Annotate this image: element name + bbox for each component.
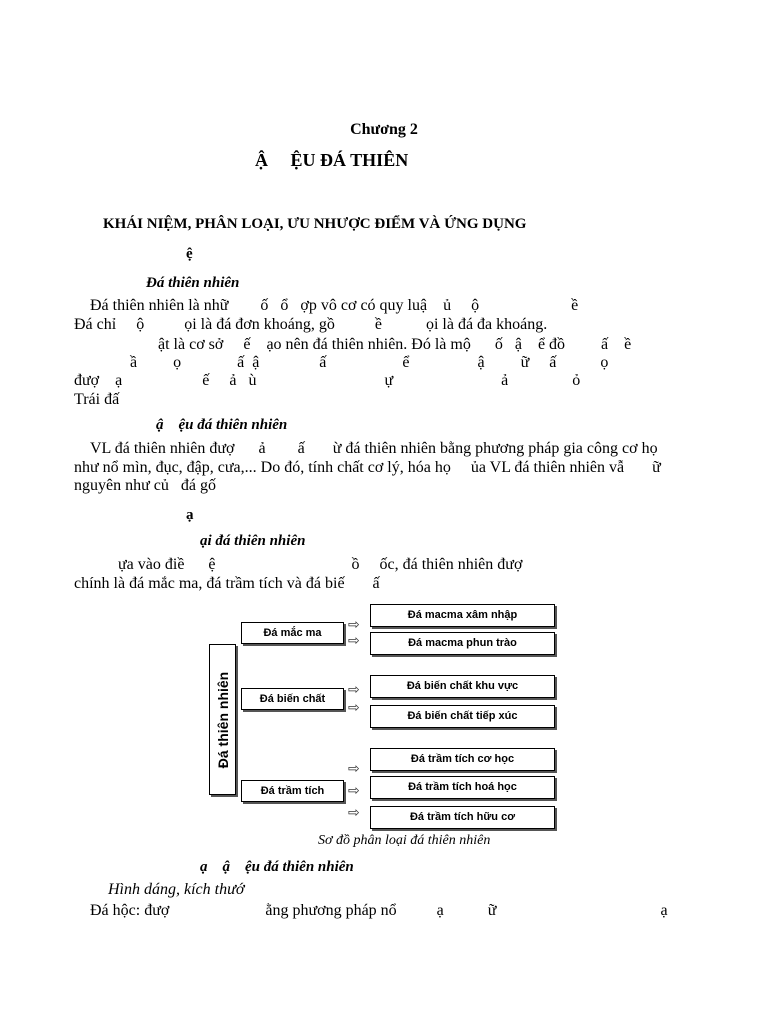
material-heading: ậ ệu đá thiên nhiên: [156, 417, 288, 433]
sub-marker-2: ạ: [186, 507, 194, 523]
chapter-title: Ậ ỆU ĐÁ THIÊN: [255, 150, 409, 170]
group-box-bien-chat: Đá biến chất: [241, 688, 344, 710]
child-box: Đá biến chất khu vực: [370, 675, 555, 698]
outline-right-arrow-icon: ⇨: [348, 633, 360, 649]
child-box: Đá trầm tích hữu cơ: [370, 806, 555, 829]
properties-heading: ạ ậ ệu đá thiên nhiên: [200, 859, 354, 875]
outline-right-arrow-icon: ⇨: [348, 805, 360, 821]
definition-line: đượ ạ ế ả ù ự ả ỏ: [74, 372, 581, 389]
diagram-caption: Sơ đồ phân loại đá thiên nhiên: [318, 833, 491, 848]
outline-right-arrow-icon: ⇨: [348, 700, 360, 716]
classification-heading: ại đá thiên nhiên: [200, 533, 306, 549]
last-line: Đá hộc: đượ ằng phương pháp nổ ạ ữ ạ: [90, 902, 668, 919]
definition-line: ật là cơ sở ế ạo nên đá thiên nhiên. Đó là mộ ố ậ ể đồ ấ ề: [158, 336, 632, 353]
diagram-root-box: [209, 644, 236, 795]
material-line: VL đá thiên nhiên đượ ả ấ ừ đá thiên nhiên bằng phương pháp gia công cơ họ: [90, 440, 658, 457]
definition-line: Đá thiên nhiên là nhữ ố ổ ợp vô cơ có quy luậ ủ ộ ề: [90, 297, 579, 314]
child-box: Đá macma xâm nhập: [370, 604, 555, 627]
shape-heading: Hình dáng, kích thướ: [108, 881, 245, 898]
child-box: Đá biến chất tiếp xúc: [370, 705, 555, 728]
definition-line: Đá chỉ ộ ọi là đá đơn khoáng, gồ ề ọi là đá đa khoáng.: [74, 316, 548, 333]
classification-line: ựa vào điề ệ ồ ốc, đá thiên nhiên đượ: [118, 556, 523, 573]
child-box: Đá trầm tích hoá học: [370, 776, 555, 799]
chapter-label: Chương 2: [350, 121, 418, 138]
group-box-mac-ma: Đá mắc ma: [241, 622, 344, 644]
section-heading: KHÁI NIỆM, PHÂN LOẠI, ƯU NHƯỢC ĐIỂM VÀ ỨNG DỤNG: [103, 216, 527, 232]
definition-line: ầ ọ ấ ậ ấ ể ậ ữ ấ ọ: [130, 354, 609, 371]
outline-right-arrow-icon: ⇨: [348, 617, 360, 633]
definition-line: Trái đấ: [74, 391, 120, 408]
outline-right-arrow-icon: ⇨: [348, 682, 360, 698]
definition-heading: Đá thiên nhiên: [146, 275, 240, 291]
material-line: như nổ mìn, đục, đập, cưa,... Do đó, tính chất cơ lý, hóa họ ủa VL đá thiên nhiên vẫ ữ: [74, 459, 661, 476]
outline-right-arrow-icon: ⇨: [348, 761, 360, 777]
child-box: Đá macma phun trào: [370, 632, 555, 655]
diagram-root-label: Đá thiên nhiên: [214, 671, 231, 768]
outline-right-arrow-icon: ⇨: [348, 783, 360, 799]
material-line: nguyên như củ đá gố: [74, 477, 216, 494]
child-box: Đá trầm tích cơ học: [370, 748, 555, 771]
classification-line: chính là đá mắc ma, đá trầm tích và đá biế ấ: [74, 575, 380, 592]
group-box-tram-tich: Đá trầm tích: [241, 780, 344, 802]
sub-marker-1: ệ: [186, 246, 193, 262]
